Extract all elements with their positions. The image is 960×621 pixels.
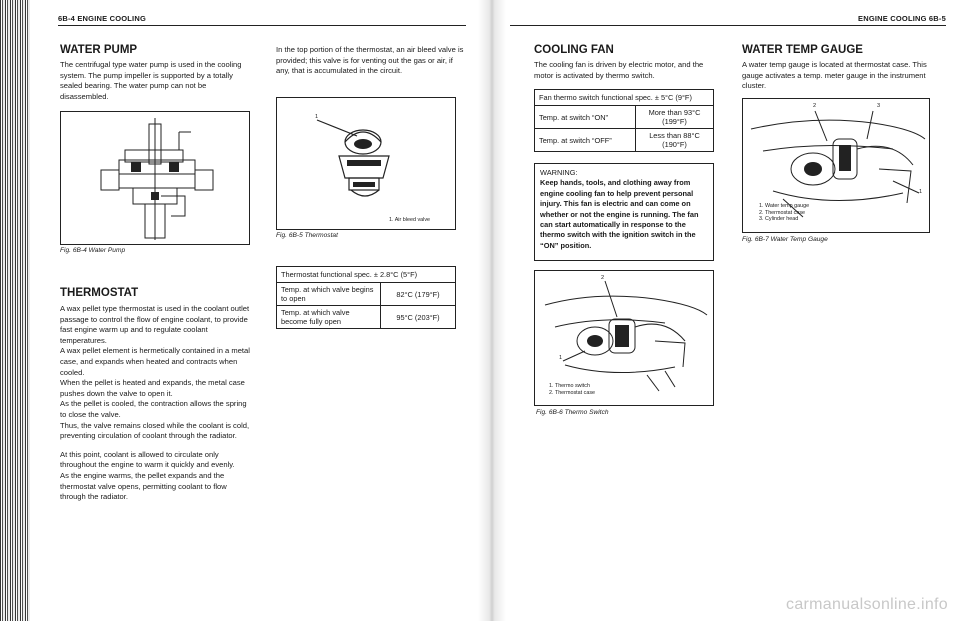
thermostat-text bbox=[60, 304, 250, 503]
water-pump-drawing bbox=[61, 112, 249, 244]
right-page-header: ENGINE COOLING 6B-5 bbox=[858, 14, 946, 23]
thermostat-para-3: When the pellet is heated and expands, the metal case pushes down the valve to open it. bbox=[60, 378, 245, 398]
thermostat-para-1: A wax pellet type thermostat is used in the coolant outlet passage to control the flow of engine coolant, to provide fast engine warm up and to regulate coolant temperatures. bbox=[60, 304, 250, 345]
water-temp-gauge-text: A water temp gauge is located at thermostat case. This gauge activates a temp. meter gauge in the instrument cluster. bbox=[742, 60, 927, 91]
water-pump-text: The centrifugal type water pump is used in the cooling system. The pump impeller is supported by a totally sealed bearing. The water pump can not be disassembled. bbox=[60, 60, 242, 101]
thermostat-heading: THERMOSTAT bbox=[60, 287, 139, 299]
water-pump-heading: WATER PUMP bbox=[60, 44, 138, 56]
thermostat-para-5: Thus, the valve remains closed while the coolant is cold, preventing circulation of coolant through the radiator. bbox=[60, 420, 250, 441]
table-row bbox=[277, 267, 456, 283]
fig-6b-5-caption: Fig. 6B-5 Thermostat bbox=[276, 232, 338, 239]
legend-item: 3. Cylinder head bbox=[759, 216, 799, 223]
water-temp-gauge-heading: WATER TEMP GAUGE bbox=[742, 44, 863, 56]
legend-item: 2. Thermostat case bbox=[759, 209, 806, 216]
cooling-fan-heading: COOLING FAN bbox=[534, 44, 614, 56]
thermostat-para-4: As the pellet is cooled, the contraction allows the spring to close the valve. bbox=[60, 399, 247, 419]
thermo-switch-callout-1: 1 bbox=[559, 355, 563, 361]
page-spine bbox=[478, 0, 506, 621]
spec-value: More than 93°C (199°F) bbox=[636, 106, 714, 129]
air-bleed-callout: 1 bbox=[315, 114, 319, 120]
temp-gauge-legend bbox=[759, 203, 809, 223]
water-pump-figure bbox=[60, 111, 250, 245]
spec-label: Temp. at switch “OFF” bbox=[535, 129, 636, 152]
thermostat-para-6: At this point, coolant is allowed to circulate only throughout the engine to warm it quickly and evenly. bbox=[60, 449, 235, 470]
thermo-switch-callout-2: 2 bbox=[601, 275, 605, 281]
table-row bbox=[277, 283, 456, 306]
thermostat-para-2: A wax pellet element is hermetically contained in a metal case, and expands when heated and contracts when cooled. bbox=[60, 346, 250, 377]
thermostat-spec-title: Thermostat functional spec. ± 2.8°C (5°F) bbox=[277, 267, 456, 283]
thermostat-para-7: As the engine warms, the pellet expands and the thermostat valve opens, permitting coolant to flow through the radiator. bbox=[60, 470, 227, 502]
spec-label: Temp. at switch “ON” bbox=[535, 106, 636, 129]
thermostat-figure bbox=[276, 97, 456, 230]
table-row bbox=[535, 90, 714, 106]
spec-value: 82°C (179°F) bbox=[381, 283, 456, 306]
temp-gauge-callout-3: 3 bbox=[877, 103, 881, 109]
legend-item: 1. Water temp gauge bbox=[759, 203, 810, 209]
thermostat-spacer bbox=[60, 442, 250, 450]
legend-item: 2. Thermostat case bbox=[549, 389, 596, 396]
warning-text: Keep hands, tools, and clothing away from engine cooling fan to help prevent personal injury. This fan is electric and can come on whether or not the engine is running. The fan can start automatically in response to the thermo switch with the ignition switch in the “ON” position. bbox=[540, 178, 699, 250]
spec-value: 95°C (203°F) bbox=[381, 306, 456, 329]
table-row bbox=[535, 106, 714, 129]
fig-6b-4-caption: Fig. 6B-4 Water Pump bbox=[60, 247, 126, 254]
thermo-switch-figure bbox=[534, 270, 714, 406]
fan-switch-spec-table bbox=[534, 89, 714, 152]
thermostat-bleed-valve-text: In the top portion of the thermostat, an air bleed valve is provided; this valve is for venting out the gas or air, if any, that is accumulated in the circuit. bbox=[276, 45, 464, 76]
spec-label: Temp. at which valve begins to open bbox=[277, 283, 381, 306]
warning-title: WARNING: bbox=[540, 168, 578, 177]
air-bleed-legend: 1. Air bleed valve bbox=[389, 217, 431, 223]
spec-label: Temp. at which valve become fully open bbox=[277, 306, 381, 329]
temp-gauge-callout-2: 2 bbox=[813, 103, 817, 109]
watermark: carmanualsonline.info bbox=[786, 596, 948, 613]
fan-switch-spec-title: Fan thermo switch functional spec. ± 5°C (9°F) bbox=[535, 90, 714, 106]
thermo-switch-legend bbox=[549, 383, 595, 396]
temp-gauge-callout-1: 1 bbox=[919, 189, 923, 195]
water-temp-gauge-figure bbox=[742, 98, 930, 233]
right-header-rule bbox=[510, 25, 946, 26]
legend-item: 1. Thermo switch bbox=[549, 383, 590, 389]
left-page-header: 6B-4 ENGINE COOLING bbox=[58, 14, 146, 23]
cooling-fan-text: The cooling fan is driven by electric motor, and the motor is activated by thermo switch. bbox=[534, 60, 704, 80]
fig-6b-6-caption: Fig. 6B-6 Thermo Switch bbox=[536, 409, 609, 416]
thermostat-spec-table bbox=[276, 266, 456, 329]
warning-box bbox=[534, 163, 714, 261]
table-row bbox=[535, 129, 714, 152]
page-binding-edge bbox=[0, 0, 30, 621]
spec-value: Less than 88°C (190°F) bbox=[636, 129, 714, 152]
left-header-rule bbox=[58, 25, 466, 26]
fig-6b-7-caption: Fig. 6B-7 Water Temp Gauge bbox=[742, 236, 828, 243]
thermostat-drawing bbox=[277, 98, 455, 229]
table-row bbox=[277, 306, 456, 329]
